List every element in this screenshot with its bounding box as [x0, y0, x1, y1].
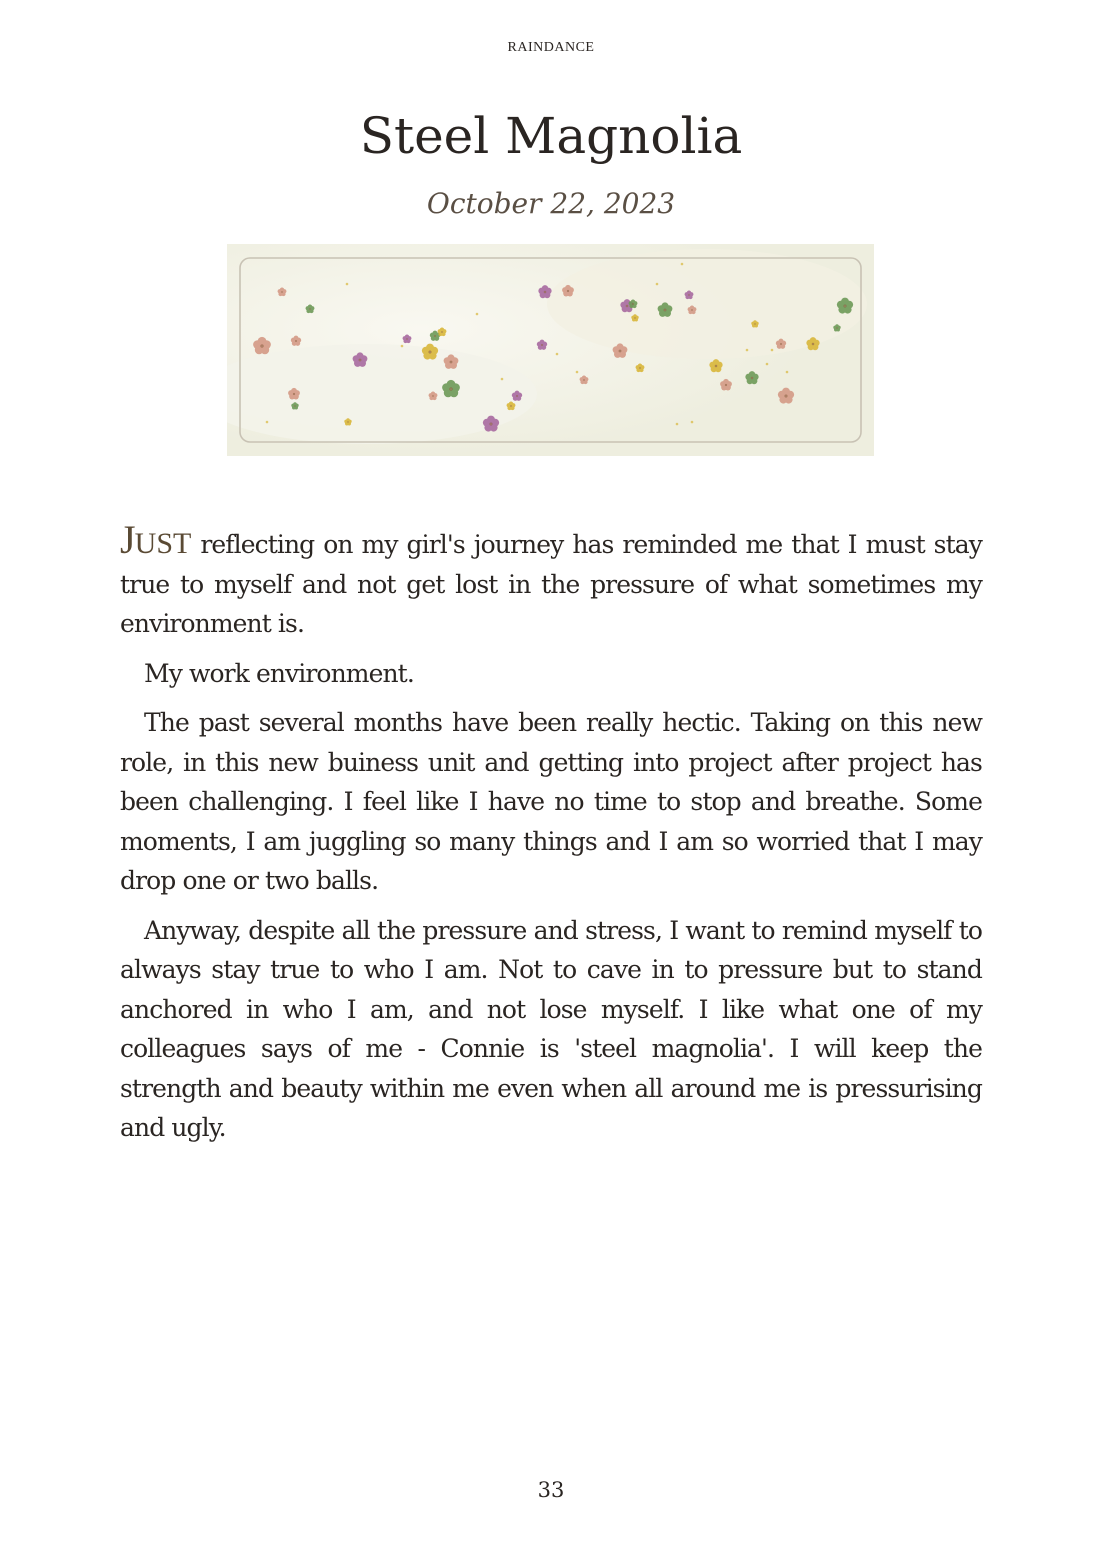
flower-center-32	[725, 384, 727, 386]
flower-center-12	[432, 395, 434, 397]
speckle-2	[476, 313, 479, 316]
paragraph-1-text: reflecting on my girl's journey has reminded me that I must stay true to myself and not get lost in the pressure of what sometimes my environment is.	[120, 530, 982, 638]
flower-center-9	[428, 350, 431, 353]
flower-center-34	[754, 323, 755, 324]
speckle-11	[676, 423, 679, 426]
flower-center-21	[541, 344, 543, 346]
entry-date: October 22, 2023	[426, 187, 676, 220]
speckle-12	[691, 421, 694, 424]
flower-center-20	[567, 290, 569, 292]
flower-center-37	[784, 394, 787, 397]
flower-center-1	[281, 291, 283, 293]
speckle-4	[556, 353, 559, 356]
flower-center-36	[812, 343, 815, 346]
speckle-15	[401, 345, 404, 348]
flower-center-23	[619, 350, 622, 353]
paragraph-3: The past several months have been really hectic. Taking on this new role, in this new buiness unit and getting into project after project has been challenging. I feel like I have no time to stop and breathe. Some moments, I am juggling so many things and I am so worried that I may drop one or two balls.	[120, 708, 982, 895]
flower-center-27	[664, 309, 667, 312]
page-title: Steel Magnolia	[359, 107, 743, 165]
flower-center-29	[688, 294, 690, 296]
flower-center-7	[434, 335, 436, 337]
flower-center-26	[634, 317, 635, 318]
speckle-5	[576, 371, 579, 374]
flower-center-8	[441, 331, 443, 333]
flower-center-3	[260, 344, 263, 347]
flower-center-24	[626, 305, 629, 308]
flower-center-19	[544, 291, 547, 294]
dropcap-letter: J	[120, 517, 135, 562]
dropcap-smallcaps: UST	[134, 527, 192, 560]
flower-center-2	[309, 308, 311, 310]
running-head: RAINDANCE	[507, 40, 595, 55]
speckle-1	[346, 283, 349, 286]
speckle-10	[786, 371, 789, 374]
speckle-13	[766, 363, 769, 366]
flower-center-16	[489, 422, 492, 425]
speckle-8	[746, 349, 749, 352]
flower-center-10	[450, 361, 453, 364]
flower-center-11	[449, 387, 452, 390]
flower-center-33	[751, 377, 754, 380]
flower-center-31	[715, 365, 718, 368]
flower-center-14	[294, 405, 295, 406]
flower-center-13	[293, 393, 295, 395]
article-body	[120, 517, 982, 1158]
floral-banner-image	[227, 244, 874, 456]
flower-center-18	[516, 395, 518, 397]
flower-center-17	[510, 405, 512, 407]
flower-center-15	[347, 421, 348, 422]
flower-center-6	[406, 338, 408, 340]
page-number: 33	[537, 1478, 565, 1502]
flower-center-5	[359, 359, 362, 362]
flower-center-39	[843, 304, 846, 307]
speckle-3	[501, 378, 504, 381]
paragraph-4: Anyway, despite all the pressure and stress, I want to remind myself to always stay true to who I am. Not to cave in to pressure but to stand anchored in who I am, and not lose myself. I like what one of my colleagues says of me - Connie is 'steel magnolia'. I will keep the strength and beauty within me even when all around me is pressurising and ugly.	[120, 915, 982, 1142]
flower-center-38	[836, 327, 837, 328]
paragraph-1	[120, 517, 982, 644]
speckle-7	[656, 283, 659, 286]
flower-center-22	[583, 379, 585, 381]
flower-center-30	[691, 309, 693, 311]
speckle-6	[681, 263, 684, 266]
flower-center-25	[632, 303, 634, 305]
flower-center-4	[295, 340, 297, 342]
flower-center-35	[780, 343, 782, 345]
speckle-9	[771, 349, 774, 352]
speckle-14	[266, 421, 269, 424]
flower-center-28	[639, 367, 641, 369]
paragraph-2: My work environment.	[144, 658, 414, 688]
